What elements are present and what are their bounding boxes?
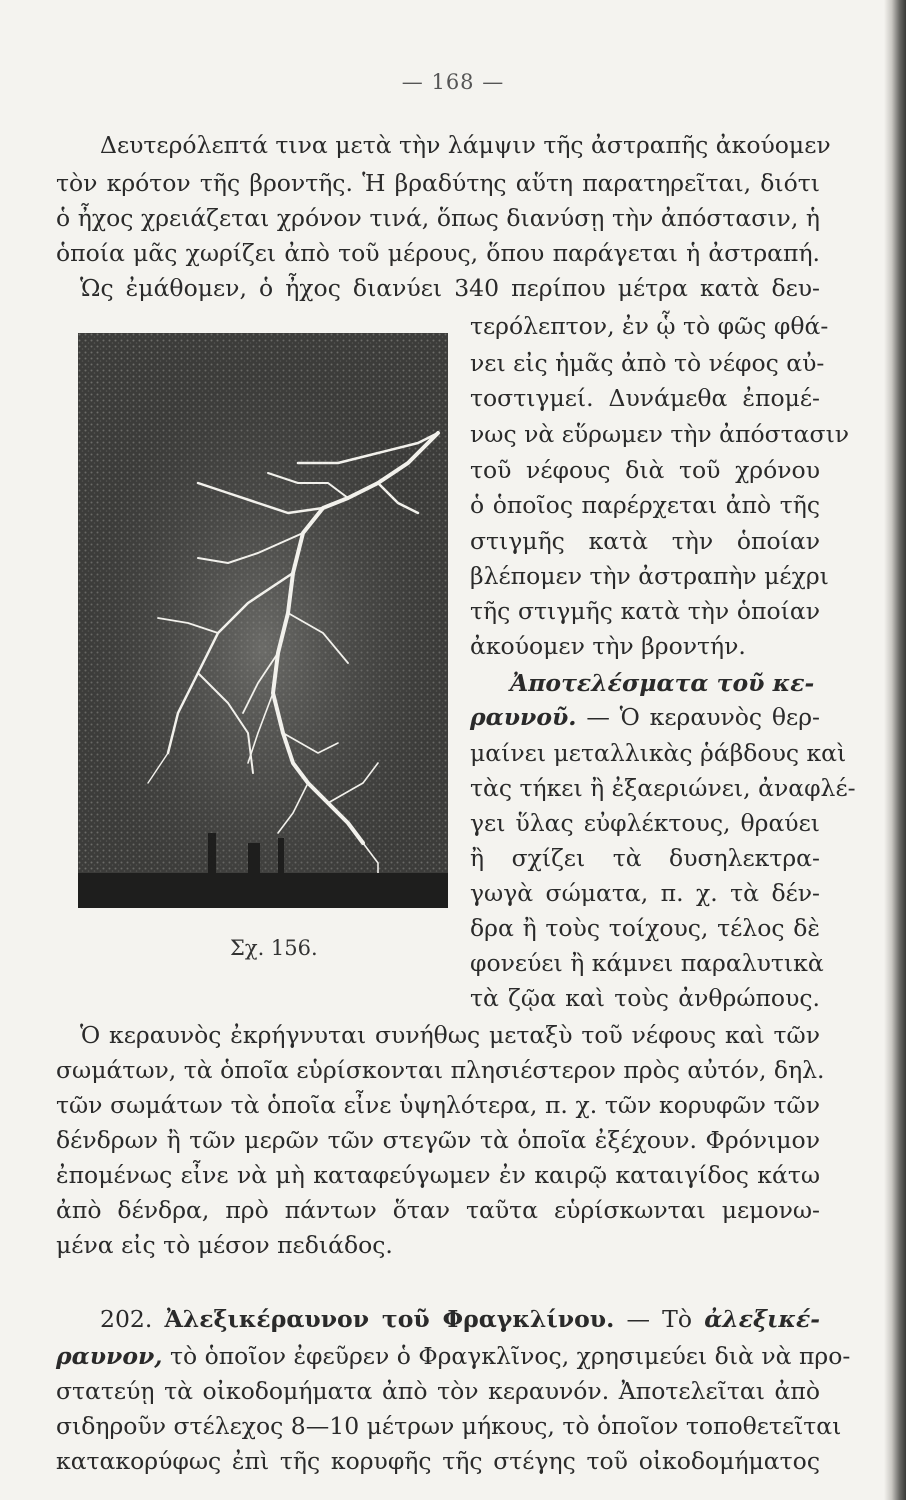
- page-number: — 168 —: [401, 70, 505, 94]
- text-line: ἀπὸ δένδρα, πρὸ πάντων ὅταν ταῦτα εὑρίσκωνται μεμονω-: [56, 1196, 820, 1224]
- text-fragment: τὸ ὁποῖον ἐφεῦρεν ὁ Φραγκλῖνος, χρησιμεύει διὰ νὰ προ-: [169, 1342, 851, 1370]
- text-line: [470, 702, 820, 732]
- text-line: ἀκούομεν τὴν βροντήν.: [470, 632, 746, 660]
- lightning-photograph: [78, 333, 448, 908]
- section-heading-part: ραυνοῦ.: [470, 703, 577, 731]
- text-line: νει εἰς ἡμᾶς ἀπὸ τὸ νέφος αὐ-: [470, 349, 825, 377]
- text-line: στατεύῃ τὰ οἰκοδομήματα ἀπὸ τὸν κεραυνόν. Ἀποτελεῖται ἀπὸ: [56, 1377, 820, 1405]
- text-line: ἢ σχίζει τὰ δυσηλεκτρα-: [470, 844, 820, 872]
- text-line: φονεύει ἢ κάμνει παραλυτικὰ: [470, 949, 824, 977]
- text-line: γωγὰ σώματα, π. χ. τὰ δέν-: [470, 879, 820, 907]
- text-line: νως νὰ εὕρωμεν τὴν ἀπόστασιν: [470, 420, 850, 448]
- text-line: τῶν σωμάτων τὰ ὁποῖα εἶνε ὑψηλότερα, π. χ. τῶν κορυφῶν τῶν: [56, 1091, 820, 1119]
- text-line: τὰ ζῷα καὶ τοὺς ἀνθρώπους.: [470, 984, 820, 1012]
- term: ἀλεξικέ-: [704, 1305, 820, 1333]
- text-line: δρα ἢ τοὺς τοίχους, τέλος δὲ: [470, 914, 820, 942]
- text-line: τερόλεπτον, ἐν ᾧ τὸ φῶς φθά-: [470, 312, 829, 340]
- text-line: [56, 1341, 851, 1371]
- text-line: ὁποία μᾶς χωρίζει ἀπὸ τοῦ μέρους, ὅπου παράγεται ἡ ἀστραπή.: [56, 239, 820, 267]
- text-line: τοῦ νέφους διὰ τοῦ χρόνου: [470, 456, 820, 484]
- text-line: στιγμῆς κατὰ τὴν ὁποίαν: [470, 527, 820, 555]
- text-line: δένδρων ἢ τῶν μερῶν τῶν στεγῶν τὰ ὁποῖα ἐξέχουν. Φρόνιμον: [56, 1126, 820, 1154]
- paragraph-202-heading-line: [100, 1304, 820, 1334]
- text-line: σιδηροῦν στέλεχος 8—10 μέτρων μήκους, τὸ ὁποῖον τοποθετεῖται: [56, 1412, 842, 1440]
- page-edge-shadow: [884, 0, 906, 1500]
- text-line: ὁ ὁποῖος παρέρχεται ἀπὸ τῆς: [470, 491, 820, 519]
- text-line: κατακορύφως ἐπὶ τῆς κορυφῆς τῆς στέγης τοῦ οἰκοδομήματος: [56, 1447, 820, 1475]
- section-heading-part: Ἀποτελέσματα τοῦ κε-: [510, 669, 815, 697]
- text-line: γει ὕλας εὐφλέκτους, θραύει: [470, 809, 820, 837]
- text-line: τοστιγμεί. Δυνάμεθα ἐπομέ-: [470, 384, 820, 412]
- text-fragment: — Τὸ: [626, 1305, 692, 1333]
- text-line: Ὡς ἐμάθομεν, ὁ ἦχος διανύει 340 περίπου μέτρα κατὰ δευ-: [80, 274, 820, 302]
- text-line: τὰς τήκει ἢ ἐξαεριώνει, ἀναφλέ-: [470, 774, 856, 802]
- text-line: Δευτερόλεπτά τινα μετὰ τὴν λάμψιν τῆς ἀστραπῆς ἀκούομεν: [100, 131, 831, 159]
- term: ραυνον,: [56, 1342, 163, 1370]
- text-line: τὸν κρότον τῆς βροντῆς. Ἡ βραδύτης αὕτη παρατηρεῖται, διότι: [56, 169, 820, 197]
- text-line: μένα εἰς τὸ μέσον πεδιάδος.: [56, 1231, 393, 1259]
- text-line: ἐπομένως εἶνε νὰ μὴ καταφεύγωμεν ἐν καιρῷ καταιγίδος κάτω: [56, 1161, 820, 1189]
- text-line: τῆς στιγμῆς κατὰ τὴν ὁποίαν: [470, 597, 820, 625]
- paragraph-number: 202.: [100, 1305, 153, 1333]
- text-line: ὁ ἦχος χρειάζεται χρόνον τινά, ὅπως διανύσῃ τὴν ἀπόστασιν, ἡ: [56, 204, 820, 232]
- text-line: μαίνει μεταλλικὰς ῥάβδους καὶ: [470, 739, 847, 767]
- figure-caption: Σχ. 156.: [230, 936, 318, 960]
- text-line: βλέπομεν τὴν ἀστραπὴν μέχρι: [470, 562, 829, 590]
- paragraph-title: Ἀλεξικέραυνον τοῦ Φραγκλίνου.: [164, 1305, 615, 1333]
- text-line: σωμάτων, τὰ ὁποῖα εὑρίσκονται πλησιέστερον πρὸς αὐτόν, δηλ.: [56, 1056, 825, 1084]
- section-heading: [510, 668, 820, 698]
- text-fragment: — Ὁ κεραυνὸς θερ-: [586, 703, 820, 731]
- text-line: Ὁ κεραυνὸς ἐκρήγνυται συνήθως μεταξὺ τοῦ νέφους καὶ τῶν: [80, 1021, 820, 1049]
